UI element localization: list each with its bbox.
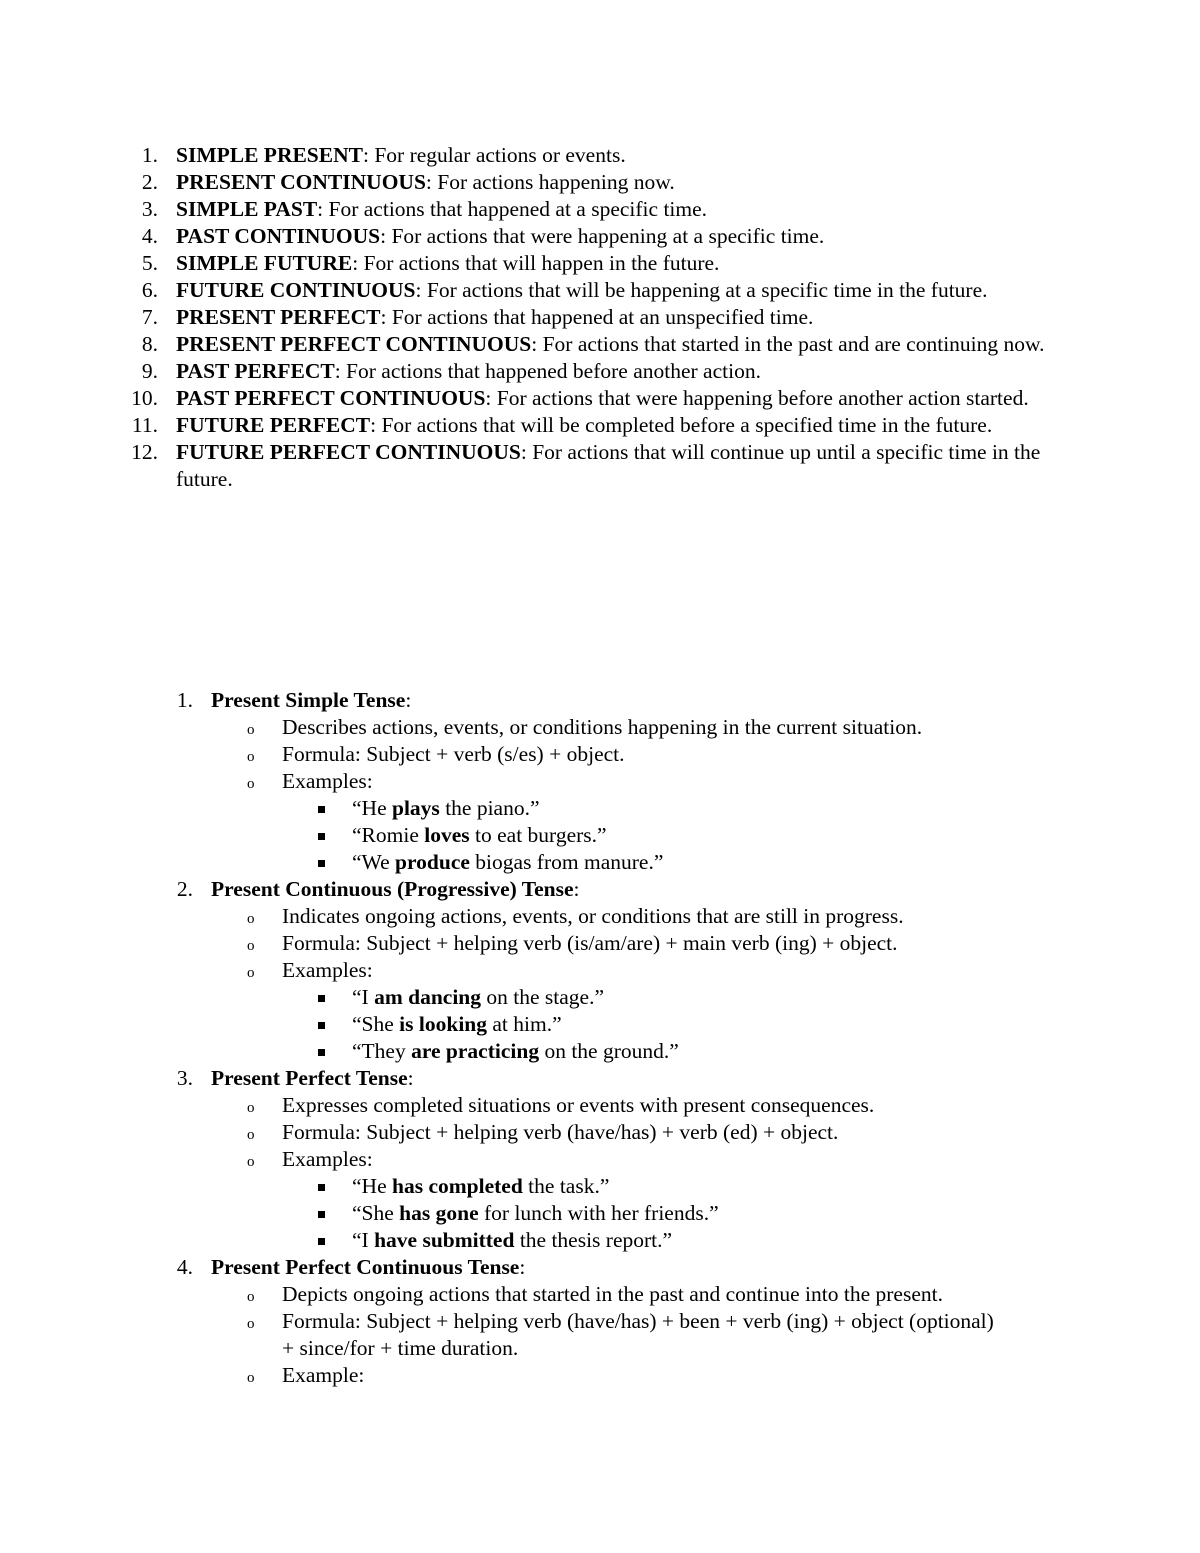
tense-name: PRESENT CONTINUOUS <box>176 170 426 194</box>
description-text: Describes actions, events, or conditions happening in the current situation. <box>282 715 923 739</box>
tense-name: PAST CONTINUOUS <box>176 224 381 248</box>
list-number: 1. <box>141 143 158 167</box>
list-item <box>0 385 1056 412</box>
examples-label: Examples: <box>282 1147 373 1171</box>
list-number: 3. <box>176 1066 193 1090</box>
square-bullet-icon <box>318 1211 325 1218</box>
circle-bullet-icon: o <box>247 776 255 792</box>
example-post: at him.” <box>487 1012 562 1036</box>
tense-heading <box>0 1065 1200 1092</box>
circle-bullet-icon: o <box>247 722 255 738</box>
tense-description: : For actions that were happening at a specific time. <box>380 224 825 248</box>
tense-description: : For actions that will happen in the future. <box>352 251 720 275</box>
example-post: on the stage.” <box>481 985 605 1009</box>
list-item <box>0 331 1056 358</box>
square-bullet-icon <box>318 1022 325 1029</box>
list-number: 3. <box>141 197 158 221</box>
example-post: the task.” <box>522 1174 610 1198</box>
example-line <box>0 1200 1200 1227</box>
example-verb: has completed <box>392 1174 523 1198</box>
example-pre: “He <box>352 1174 392 1198</box>
tense-title: Present Continuous (Progressive) Tense <box>211 877 574 901</box>
tense-name: PAST PERFECT CONTINUOUS <box>176 386 486 410</box>
examples-label-line <box>0 1362 1002 1389</box>
example-verb: has gone <box>399 1201 479 1225</box>
example-pre: “I <box>352 1228 375 1252</box>
example-line <box>0 1173 1200 1200</box>
list-item <box>0 358 1056 385</box>
circle-bullet-icon: o <box>247 1100 255 1116</box>
example-line <box>0 1038 1200 1065</box>
example-line <box>0 1011 1200 1038</box>
list-item <box>0 277 1056 304</box>
tense-heading <box>0 876 1200 903</box>
example-pre: “I <box>352 985 375 1009</box>
description-line <box>0 1281 1002 1308</box>
example-post: biogas from manure.” <box>469 850 664 874</box>
description-line <box>0 903 1002 930</box>
list-number: 2. <box>141 170 158 194</box>
formula-line <box>0 1119 1002 1146</box>
list-number: 1. <box>176 688 193 712</box>
tense-detail-item <box>0 687 1200 876</box>
examples-label: Examples: <box>282 769 373 793</box>
tense-details-list <box>0 687 1200 1389</box>
example-line <box>0 984 1200 1011</box>
list-number: 12. <box>131 440 158 464</box>
formula-line <box>0 741 1002 768</box>
example-line <box>0 822 1200 849</box>
tense-heading <box>0 1254 1200 1281</box>
description-text: Indicates ongoing actions, events, or conditions that are still in progress. <box>282 904 904 928</box>
tense-name: SIMPLE PRESENT <box>176 143 363 167</box>
heading-colon: : <box>519 1255 526 1279</box>
example-line <box>0 795 1200 822</box>
square-bullet-icon <box>318 995 325 1002</box>
tense-title: Present Perfect Continuous Tense <box>211 1255 520 1279</box>
circle-bullet-icon: o <box>247 749 255 765</box>
tense-name: SIMPLE PAST <box>176 197 318 221</box>
list-item <box>0 196 1056 223</box>
example-pre: “Romie <box>352 823 425 847</box>
square-bullet-icon <box>318 1049 325 1056</box>
example-verb: plays <box>392 796 440 820</box>
circle-bullet-icon: o <box>247 911 255 927</box>
square-bullet-icon <box>318 833 325 840</box>
examples-label-line <box>0 957 1002 984</box>
tense-detail-item <box>0 1065 1200 1254</box>
example-post: on the ground.” <box>539 1039 679 1063</box>
tense-name: FUTURE PERFECT <box>176 413 371 437</box>
tense-description: : For actions happening now. <box>425 170 675 194</box>
circle-bullet-icon: o <box>247 938 255 954</box>
description-text: Depicts ongoing actions that started in the past and continue into the present. <box>282 1282 943 1306</box>
list-number: 8. <box>141 332 158 356</box>
tense-description: : For actions that will continue up until a specific time in the future. <box>176 440 1041 491</box>
list-number: 5. <box>141 251 158 275</box>
formula-text: Formula: Subject + verb (s/es) + object. <box>282 742 625 766</box>
square-bullet-icon <box>318 860 325 867</box>
tense-name: PRESENT PERFECT CONTINUOUS <box>176 332 532 356</box>
example-post: the thesis report.” <box>514 1228 673 1252</box>
tense-description: : For actions that happened at an unspecified time. <box>380 305 814 329</box>
list-item <box>0 223 1056 250</box>
circle-bullet-icon: o <box>247 1316 255 1332</box>
tense-detail-item <box>0 1254 1200 1389</box>
examples-label-line <box>0 768 1002 795</box>
tense-heading <box>0 687 1200 714</box>
circle-bullet-icon: o <box>247 965 255 981</box>
example-pre: “We <box>352 850 396 874</box>
tense-name: FUTURE CONTINUOUS <box>176 278 416 302</box>
heading-colon: : <box>407 1066 414 1090</box>
tense-description: : For actions that happened at a specific time. <box>317 197 708 221</box>
tense-title: Present Perfect Tense <box>211 1066 408 1090</box>
example-post: for lunch with her friends.” <box>478 1201 719 1225</box>
square-bullet-icon <box>318 806 325 813</box>
list-number: 9. <box>141 359 158 383</box>
square-bullet-icon <box>318 1184 325 1191</box>
circle-bullet-icon: o <box>247 1370 255 1386</box>
list-item <box>0 169 1056 196</box>
list-number: 10. <box>131 386 158 410</box>
list-number: 4. <box>176 1255 193 1279</box>
examples-label-line <box>0 1146 1002 1173</box>
example-pre: “She <box>352 1012 400 1036</box>
formula-text: Formula: Subject + helping verb (have/has) + verb (ed) + object. <box>282 1120 839 1144</box>
tense-overview-list <box>0 142 1200 493</box>
circle-bullet-icon: o <box>247 1127 255 1143</box>
example-post: to eat burgers.” <box>469 823 607 847</box>
list-number: 6. <box>141 278 158 302</box>
tense-description: : For regular actions or events. <box>362 143 626 167</box>
tense-description: : For actions that will be completed before a specified time in the future. <box>370 413 993 437</box>
circle-bullet-icon: o <box>247 1289 255 1305</box>
example-pre: “She <box>352 1201 400 1225</box>
example-verb: are practicing <box>411 1039 540 1063</box>
example-pre: “They <box>352 1039 412 1063</box>
list-item <box>0 412 1056 439</box>
example-verb: produce <box>395 850 470 874</box>
example-verb: loves <box>424 823 470 847</box>
formula-text: Formula: Subject + helping verb (have/has) + been + verb (ing) + object (optional) + since/for + time duration. <box>282 1309 994 1360</box>
example-line <box>0 849 1200 876</box>
description-text: Expresses completed situations or events with present consequences. <box>282 1093 875 1117</box>
tense-name: SIMPLE FUTURE <box>176 251 353 275</box>
tense-description: : For actions that were happening before another action started. <box>485 386 1029 410</box>
list-item <box>0 304 1056 331</box>
formula-text: Formula: Subject + helping verb (is/am/are) + main verb (ing) + object. <box>282 931 898 955</box>
formula-line <box>0 1308 1002 1362</box>
list-number: 2. <box>176 877 193 901</box>
circle-bullet-icon: o <box>247 1154 255 1170</box>
example-pre: “He <box>352 796 392 820</box>
tense-name: PRESENT PERFECT <box>176 305 381 329</box>
list-item <box>0 250 1056 277</box>
example-verb: am dancing <box>374 985 482 1009</box>
tense-name: FUTURE PERFECT CONTINUOUS <box>176 440 521 464</box>
example-line <box>0 1227 1200 1254</box>
heading-colon: : <box>573 877 580 901</box>
tense-description: : For actions that happened before another action. <box>334 359 761 383</box>
tense-description: : For actions that started in the past and are continuing now. <box>531 332 1045 356</box>
tense-name: PAST PERFECT <box>176 359 335 383</box>
description-line <box>0 1092 1002 1119</box>
list-number: 7. <box>141 305 158 329</box>
description-line <box>0 714 1002 741</box>
square-bullet-icon <box>318 1238 325 1245</box>
tense-title: Present Simple Tense <box>211 688 406 712</box>
heading-colon: : <box>405 688 412 712</box>
tense-description: : For actions that will be happening at a specific time in the future. <box>415 278 988 302</box>
list-item <box>0 439 1056 493</box>
examples-label: Examples: <box>282 958 373 982</box>
list-number: 11. <box>131 413 158 437</box>
formula-line <box>0 930 1002 957</box>
tense-detail-item <box>0 876 1200 1065</box>
example-post: the piano.” <box>439 796 540 820</box>
example-verb: have submitted <box>374 1228 515 1252</box>
list-number: 4. <box>141 224 158 248</box>
examples-label: Example: <box>282 1363 365 1387</box>
list-item <box>0 142 1056 169</box>
example-verb: is looking <box>399 1012 487 1036</box>
